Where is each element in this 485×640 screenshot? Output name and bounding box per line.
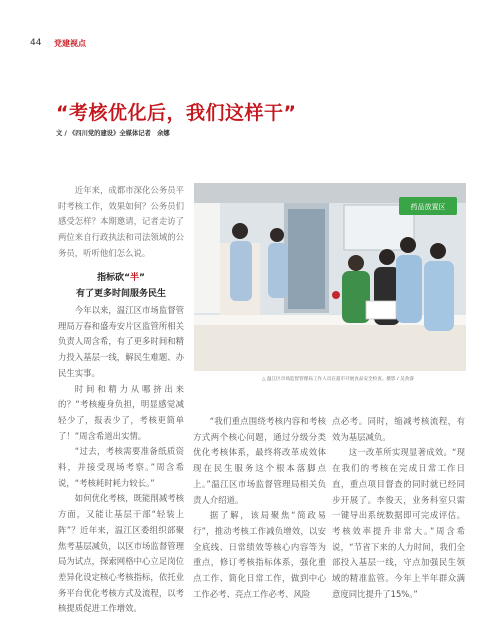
article-photo <box>194 183 466 371</box>
article-title: “考核优化后，我们这样干” <box>56 102 297 124</box>
paragraph: “过去，考核需要准备纸质资料，并接受现场考察。”周含希说，“考核耗时耗力较长。” <box>58 446 184 488</box>
paragraph: 这一改革所实现显著成效。“现在我们的考核在完成日常工作日直，重点项目督查的同时就已经同步开展了。李俊天，业务科室只需一键导出系统数据即可完成评估。考核效率提升非常大。”周含希说，“节省下来的人力时间，我们全部投入基层一线，守点加强民生领域的精准监管。今年上半年群众满意度同比提升了15%。” <box>332 447 465 599</box>
paragraph: 时间和精力从哪挤出来的？“考核瘦身负担，明显感觉减轻少了，报表少了，考核更简单了！”周含希道出实情。 <box>58 383 184 441</box>
photo-caption: △ 温江区市场监督管理局工作人员在超市开展食品安全检查。摄影 / 吴劲睿 <box>262 377 414 382</box>
paragraph: 据了解，该局聚焦“简政易行”，推动考核工作减负增效，以安全底线、日常绩效等核心内容等为重点，修订考核指标体系，强化重点工作、简化日常工作，做到中心工作必考、亮点工作必考、风险 <box>193 510 326 599</box>
middle-column <box>193 414 326 602</box>
subheading <box>58 270 184 299</box>
section-name: 党建视点 <box>54 39 86 48</box>
paragraph: “我们重点围绕考核内容和考核方式两个核心问题，通过分级分类优化考核体系，最终将改革成效体现在民生服务这个根本落脚点上。”温江区市场监督管理局相关负责人介绍道。 <box>193 416 326 505</box>
byline: 文 / 《四川党的建设》全媒体记者 余娜 <box>56 130 170 137</box>
subheading-emphasis: 半 <box>129 273 139 283</box>
photo-illustration <box>194 183 466 371</box>
lead-paragraph <box>58 183 184 262</box>
subheading-line2: 有了更多时间服务民生 <box>75 289 166 299</box>
subheading-line1 <box>58 270 184 283</box>
paragraph: 如何优化考核，既能削减考核方面，又能让基层干部“轻装上阵”？近年来，温江区委组织部聚焦考基层减负，以区市场监督管理局为试点，探索网格中心立足岗位差异化设定核心考核指标，依托业务平台优化考核方式及流程，以考核提质促进工作增效。 <box>58 493 184 614</box>
right-column <box>332 414 465 602</box>
page-header <box>26 38 476 54</box>
page-number: 44 <box>30 38 42 48</box>
lead-text: 近年来，成都市深化公务员平时考核工作，效果如何？公务员们感受怎样？本期邀请，记者走访了两位来自行政执法和司法领域的公务员，听听他们怎么说。 <box>58 185 184 258</box>
paragraph: 点必考。同时，缩减考核流程，有效为基层减负。 <box>332 416 465 442</box>
paragraph: 今年以来，温江区市场监督管理局万春和盛寿安片区监管所相关负责人周含希，有了更多时间和精力投入基层一线，解民生难题、办民生实事。 <box>58 305 184 378</box>
sign-text: 药品放置区 <box>410 203 446 211</box>
subheading-line1-prefix: 指标砍“ <box>97 273 130 283</box>
left-column <box>58 303 184 617</box>
subheading-line1-suffix: ” <box>139 273 145 283</box>
